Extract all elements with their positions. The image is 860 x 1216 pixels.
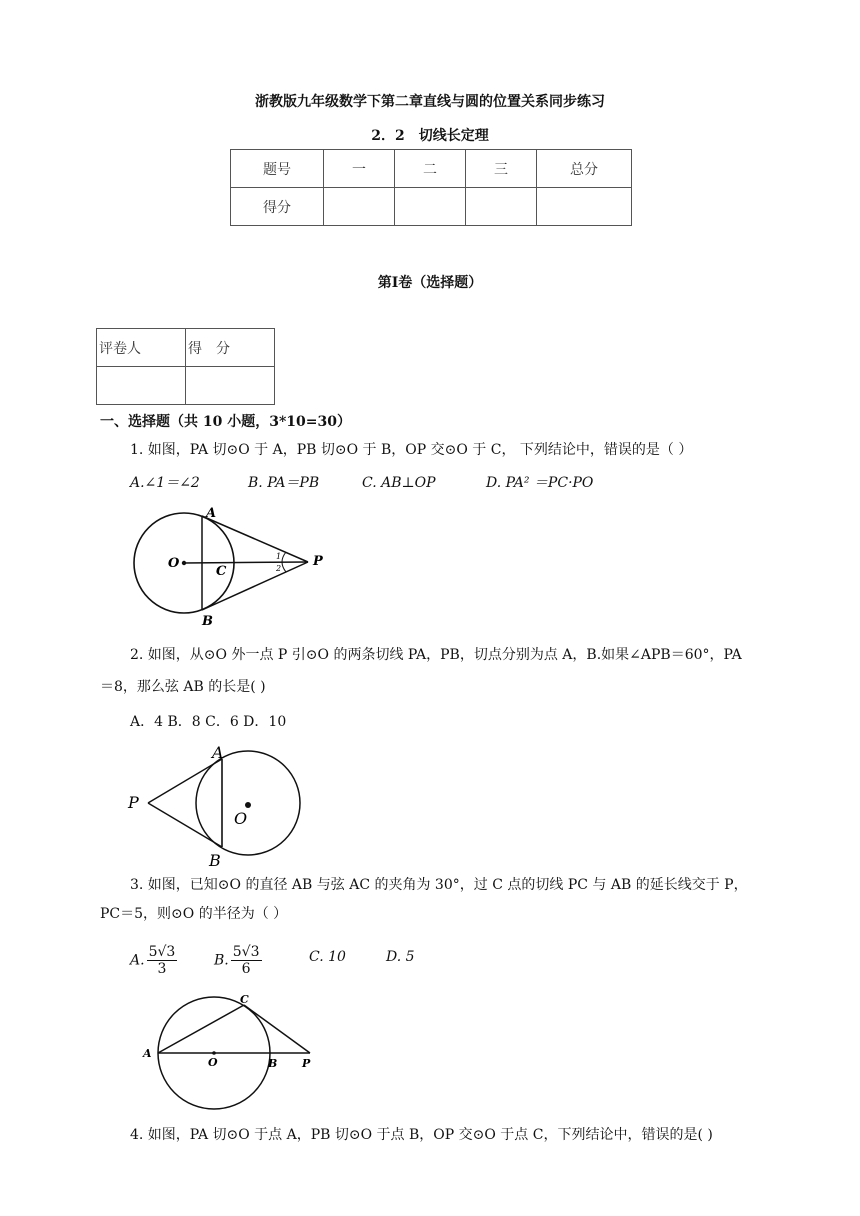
q1-figure (128, 505, 338, 630)
score-label: 得 分 (186, 329, 275, 367)
q1-option-b[interactable]: B. PA＝PB (248, 475, 320, 491)
q2-label-o: O (234, 809, 248, 828)
q2-label-b: B (209, 851, 221, 867)
q3-option-d[interactable]: D. 5 (386, 949, 415, 965)
q2-label-a: A (212, 743, 224, 762)
q1-label-p: P (313, 554, 323, 569)
score-cell[interactable] (466, 188, 537, 226)
q1-label-a: A (206, 506, 217, 521)
q3-option-a-prefix: A. (130, 952, 145, 969)
q3-option-a-fraction (147, 944, 178, 977)
q1-label-b: B (202, 614, 213, 629)
score-table (230, 149, 632, 226)
grader-cell[interactable] (97, 367, 186, 405)
q3-option-c[interactable]: C. 10 (309, 949, 346, 965)
q1-option-c[interactable]: C. AB⊥OP (362, 475, 436, 491)
score-cell[interactable] (395, 188, 466, 226)
grader-table-header-row (97, 329, 275, 367)
score-table-header-cell: 二 (395, 150, 466, 188)
question-4-text: 4. 如图，PA 切⊙O 于点 A，PB 切⊙O 于点 B，OP 交⊙O 于点 C，下列结论中，错误的是( ) (130, 1127, 713, 1143)
score-table-score-row (231, 188, 632, 226)
q1-option-a[interactable]: A.∠1＝∠2 (130, 475, 200, 491)
score-table-row-label: 得分 (231, 188, 324, 226)
q3-option-b-numerator: 5√3 (232, 944, 260, 960)
score-cell[interactable] (186, 367, 275, 405)
score-table-header-row (231, 150, 632, 188)
q3-option-b-prefix: B. (214, 952, 229, 969)
score-table-header-cell: 总分 (537, 150, 632, 188)
grader-table-input-row (97, 367, 275, 405)
q3-label-b: B (268, 1057, 278, 1070)
q3-option-a-numerator: 5√3 (148, 944, 176, 960)
q3-label-a: A (143, 1047, 152, 1060)
part1-heading: 一、选择题（共 10 小题，3*10=30） (100, 414, 351, 430)
q3-label-o: O (208, 1056, 218, 1069)
q2-label-p: P (128, 793, 139, 812)
q3-option-b-fraction (231, 944, 262, 977)
score-cell[interactable] (537, 188, 632, 226)
question-2-line-2: ＝8，那么弦 AB 的长是( ) (100, 679, 266, 695)
section-title: 第Ⅰ卷（选择题） (377, 275, 483, 291)
score-table-header-cell: 一 (324, 150, 395, 188)
q3-label-p: P (302, 1057, 311, 1070)
q2-options[interactable]: A．4 B．8 C．6 D．10 (130, 714, 287, 730)
score-table-header-cell: 题号 (231, 150, 324, 188)
q3-option-a[interactable] (130, 944, 179, 977)
question-2-line-1: 2. 如图，从⊙O 外一点 P 引⊙O 的两条切线 PA，PB，切点分别为点 A，B.如果∠APB＝60°，PA (130, 647, 742, 663)
q3-label-c: C (240, 993, 249, 1006)
q1-option-d[interactable]: D. PA² ＝PC·PO (486, 475, 594, 491)
q3-option-a-denominator: 3 (157, 961, 167, 977)
question-3-line-2: PC＝5，则⊙O 的半径为（ ） (100, 906, 288, 922)
grader-label: 评卷人 (97, 329, 186, 367)
q1-label-angle-2: 2 (276, 564, 282, 573)
score-table-header-cell: 三 (466, 150, 537, 188)
question-3-line-1: 3. 如图，已知⊙O 的直径 AB 与弦 AC 的夹角为 30°，过 C 点的切线 PC 与 AB 的延长线交于 P， (130, 877, 748, 893)
score-cell[interactable] (324, 188, 395, 226)
q1-label-c: C (216, 564, 227, 579)
document-subtitle: 2．2 切线长定理 (371, 128, 489, 144)
document-title: 浙教版九年级数学下第二章直线与圆的位置关系同步练习 (255, 94, 605, 110)
q3-figure (140, 990, 340, 1115)
q1-label-o: O (168, 556, 180, 571)
q1-label-angle-1: 1 (276, 552, 282, 561)
question-1-text: 1. 如图，PA 切⊙O 于 A，PB 切⊙O 于 B，OP 交⊙O 于 C， 下列结论中，错误的是（ ） (130, 442, 693, 458)
q2-figure (125, 742, 310, 867)
grader-table (96, 328, 275, 405)
q3-option-b-denominator: 6 (241, 961, 251, 977)
q3-option-b[interactable] (214, 944, 264, 977)
